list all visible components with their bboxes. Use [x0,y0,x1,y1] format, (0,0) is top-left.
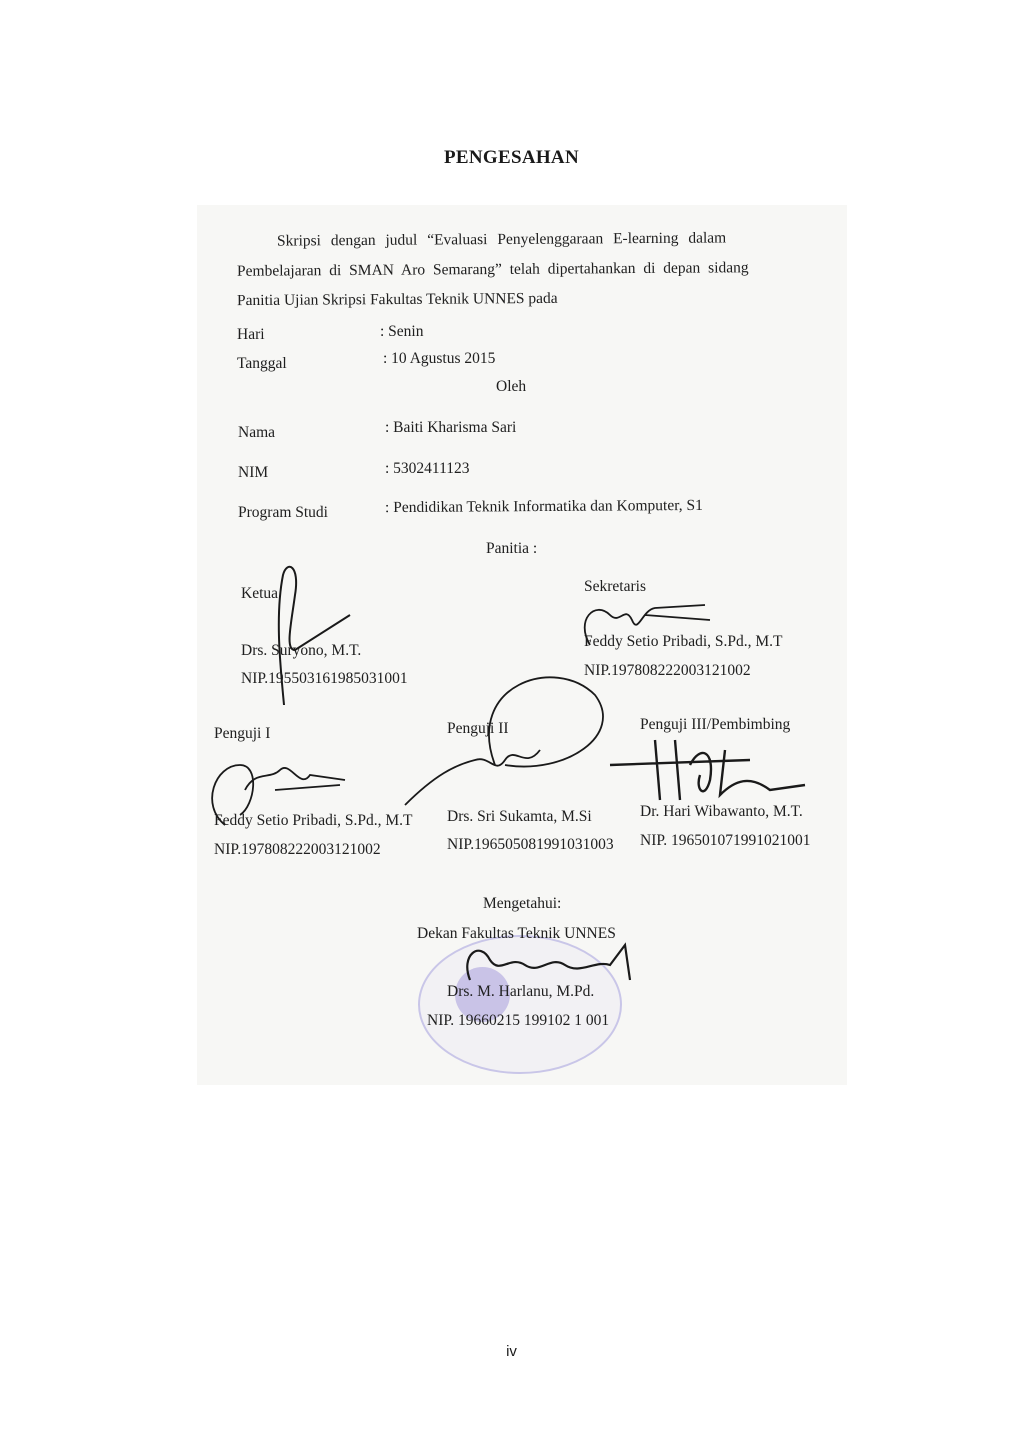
penguji2-name: Drs. Sri Sukamta, M.Si [447,808,592,825]
dekan-nip: NIP. 19660215 199102 1 001 [427,1012,610,1029]
nim-value: : 5302411123 [385,460,470,477]
penguji3-name: Dr. Hari Wibawanto, M.T. [640,803,803,820]
mengetahui-label: Mengetahui: [483,895,562,912]
penguji1-name: Feddy Setio Pribadi, S.Pd., M.T [214,812,413,829]
tanggal-value: : 10 Agustus 2015 [383,350,496,367]
sekretaris-name: Feddy Setio Pribadi, S.Pd., M.T [584,633,783,650]
prodi-value: : Pendidikan Teknik Informatika dan Komputer, S1 [384,496,703,517]
nama-label: Nama [238,424,276,441]
penguji3-nip: NIP. 196501071991021001 [640,832,811,849]
ketua-role: Ketua [241,585,279,602]
penguji2-role: Penguji II [447,720,509,737]
penguji2-nip: NIP.196505081991031003 [447,836,614,853]
dekan-position: Dekan Fakultas Teknik UNNES [417,925,616,942]
prodi-label: Program Studi [238,504,328,521]
panitia-label: Panitia : [486,540,538,557]
hari-label: Hari [237,326,265,343]
sekretaris-nip: NIP.197808222003121002 [584,662,751,679]
tanggal-label: Tanggal [237,355,287,372]
page-title: PENGESAHAN [444,147,579,168]
dekan-name: Drs. M. Harlanu, M.Pd. [447,983,595,1000]
oleh-label: Oleh [496,378,527,395]
hari-value: : Senin [380,323,424,340]
penguji1-role: Penguji I [214,725,271,742]
penguji1-nip: NIP.197808222003121002 [214,841,381,858]
ketua-name: Drs. Suryono, M.T. [241,642,362,659]
intro-line-2: Pembelajaran di SMAN Aro Semarang” telah dipertahankan di depan sidang [236,259,749,280]
nama-value: : Baiti Kharisma Sari [385,419,517,436]
faculty-seal [418,935,622,1074]
page-number: iv [506,1343,517,1360]
nim-label: NIM [238,464,269,481]
sekretaris-role: Sekretaris [584,578,646,595]
penguji3-role: Penguji III/Pembimbing [640,716,791,733]
ketua-nip: NIP.195503161985031001 [241,670,408,687]
intro-line-1: Skripsi dengan judul “Evaluasi Penyelenggaraan E-learning dalam [276,229,727,250]
intro-line-3: Panitia Ujian Skripsi Fakultas Teknik UNNES pada [236,289,558,310]
